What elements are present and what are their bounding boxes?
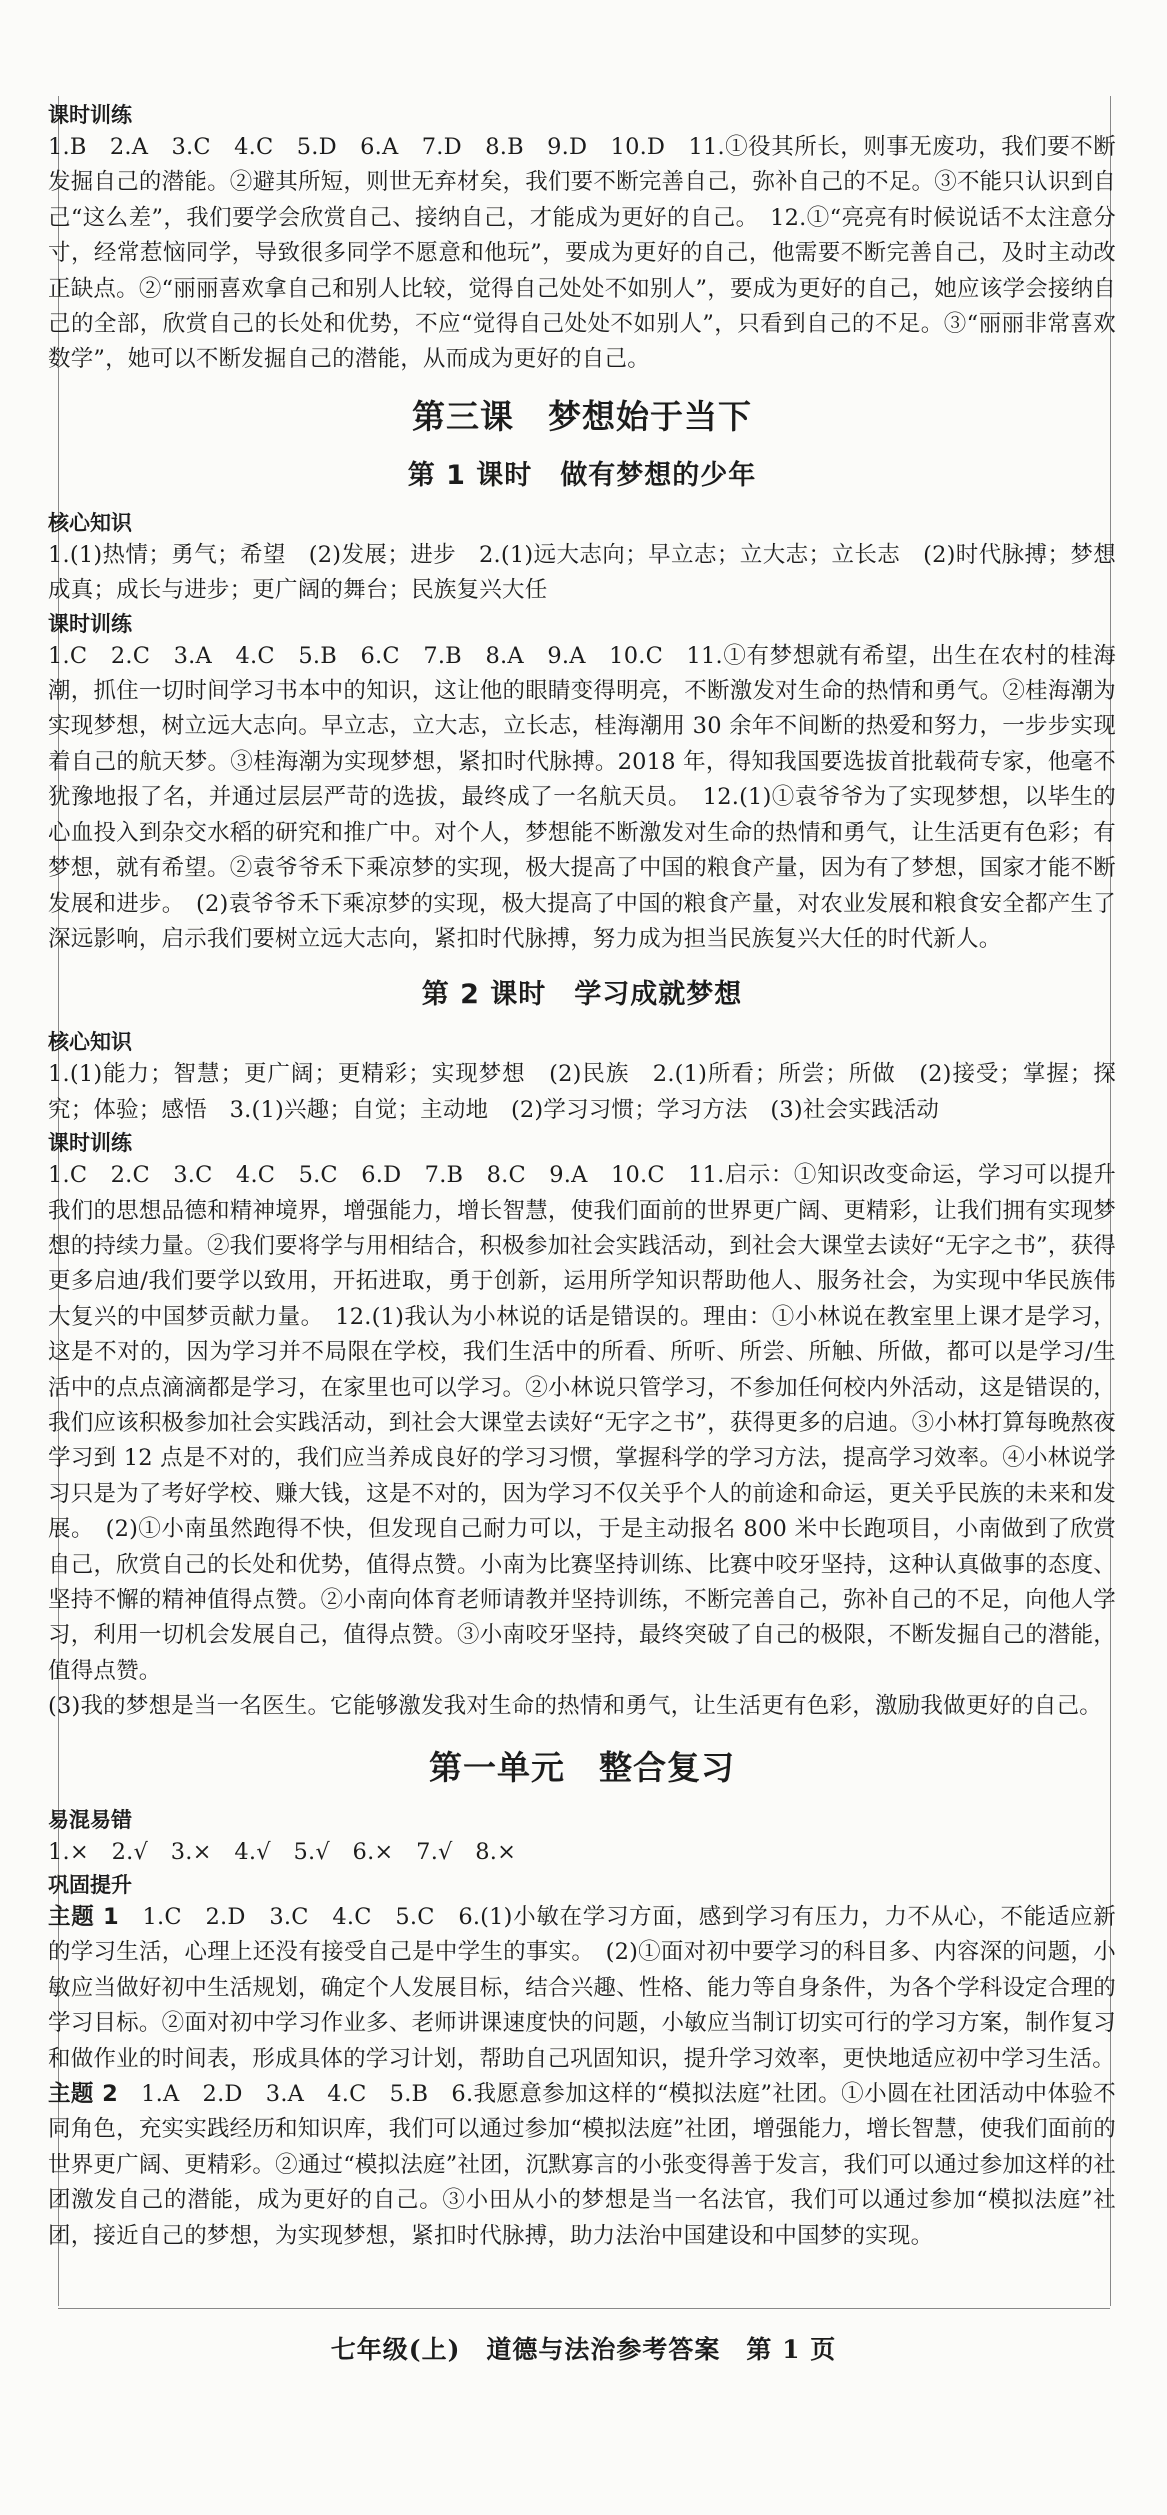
period2-training-text-2: (3)我的梦想是当一名医生。它能够激发我对生命的热情和勇气，让生活更有色彩，激励我做更好的自己。 [48, 1693, 1102, 1720]
period1-training-text: 1.C 2.C 3.A 4.C 5.B 6.C 7.B 8.A 9.A 10.C 11.①有梦想就有希望，出生在农村的桂海潮，抓住一切时间学习书本中的知识，这让他的眼睛变得明亮，不断激发对生命的热情和勇气。②桂海潮为实现梦想，树立远大志向。早立志，立大志，立长志，桂海潮用 30 余年不间断的热爱和努力，一步步实现着自己的航天梦。③桂海潮为实现梦想，紧扣时代脉搏。2018 年，得知我国要选拔首批载荷专家，他毫不犹豫地报了名，并通过层层严苛的选拔，最终成了一名航天员。 12.(1)①袁爷爷为了实现梦想，以毕生的心血投入到杂交水稻的研究和推广中。对个人，梦想能不断激发对生命的热情和勇气，让生活更有色彩；有梦想，就有希望。②袁爷爷禾下乘凉梦的实现，极大提高了中国的粮食产量，因为有了梦想，国家才能不断发展和进步。 (2)袁爷爷禾下乘凉梦的实现，极大提高了中国的粮食产量，对农业发展和粮食安全都产生了深远影响，启示我们要树立远大志向，紧扣时代脉搏，努力成为担当民族复兴大任的时代新人。 [48, 642, 1116, 952]
theme1-text: 1.C 2.D 3.C 4.C 5.C 6.(1)小敏在学习方面，感到学习有压力，力不从心，不能适应新的学习生活，心理上还没有接受自己是中学生的事实。 (2)①面对初中要学习的科目多、内容深的问题，小敏应当做好初中生活规划，确定个人发展目标，结合兴趣、性格、能力等自身条件，为各个学科设定合理的学习目标。②面对初中学习作业多、老师讲课速度快的问题，小敏应当制订切实可行的学习方案，制作复习和做作业的时间表，形成具体的学习计划，帮助自己巩固知识，提升学习效率，更快地适应初中学习生活。 [48, 1904, 1116, 2072]
page-content [48, 96, 1116, 2254]
period1-training-heading: 课时训练 [48, 611, 132, 636]
theme2-label: 主题 2 [48, 2081, 118, 2108]
period1-core-text: 1.(1)热情；勇气；希望 (2)发展；进步 2.(1)远大志向；早立志；立大志；立长志 (2)时代脉搏；梦想成真；成长与进步；更广阔的舞台；民族复兴大任 [48, 541, 1116, 604]
unit1-title: 第一单元 整合复习 [429, 1747, 735, 1787]
page-footer: 七年级(上) 道德与法治参考答案 第 1 页 [330, 2335, 837, 2364]
period2-core-text: 1.(1)能力；智慧；更广阔；更精彩；实现梦想 (2)民族 2.(1)所看；所尝；所做 (2)接受；掌握；探究；体验；感悟 3.(1)兴趣；自觉；主动地 (2)学习习惯；学习方法 (3)社会实践活动 [48, 1061, 1116, 1123]
unit1-confuse-text: 1.× 2.√ 3.× 4.√ 5.√ 6.× 7.√ 8.× [48, 1838, 517, 1865]
intro-heading: 课时训练 [48, 103, 132, 127]
period1-core-heading: 核心知识 [48, 510, 132, 535]
unit1-consolidate-heading: 巩固提升 [48, 1873, 132, 1898]
lesson3-title: 第三课 梦想始于当下 [412, 396, 752, 436]
intro-text: 1.B 2.A 3.C 4.C 5.D 6.A 7.D 8.B 9.D 10.D 11.①役其所长，则事无废功，我们要不断发掘自己的潜能。②避其所短，则世无弃材矣，我们要不断完善自己，弥补自己的不足。③不能只认识到自己“这么差”，我们要学会欣赏自己、接纳自己，才能成为更好的自己。 12.①“亮亮有时候说话不太注意分寸，经常惹恼同学，导致很多同学不愿意和他玩”，要成为更好的自己，他需要不断完善自己，及时主动改正缺点。②“丽丽喜欢拿自己和别人比较，觉得自己处处不如别人”，要成为更好的自己，她应该学会接纳自己的全部，欣赏自己的长处和优势，不应“觉得自己处处不如别人”，只看到自己的不足。③“丽丽非常喜欢数学”，她可以不断发掘自己的潜能，从而成为更好的自己。 [48, 134, 1116, 373]
unit1-theme2 [48, 2077, 1116, 2254]
period2-training-text: 1.C 2.C 3.C 4.C 5.C 6.D 7.B 8.C 9.A 10.C 11.启示：①知识改变命运，学习可以提升我们的思想品德和精神境界，增强能力，增长智慧，使我们面前的世界更广阔、更精彩，让我们拥有实现梦想的持续力量。②我们要将学与用相结合，积极参加社会实践活动，到社会大课堂去读好“无字之书”，获得更多启迪/我们要学以致用，开拓进取，勇于创新，运用所学知识帮助他人、服务社会，为实现中华民族伟大复兴的中国梦贡献力量。 12.(1)我认为小林说的话是错误的。理由：①小林说在教室里上课才是学习，这是不对的，因为学习并不局限在学校，我们生活中的所看、所听、所尝、所触、所做，都可以是学习/生活中的点点滴滴都是学习，在家里也可以学习。②小林说只管学习，不参加任何校内外活动，这是错误的，我们应该积极参加社会实践活动，到社会大课堂去读好“无字之书”，获得更多的启迪。③小林打算每晚熬夜学习到 12 点是不对的，我们应当养成良好的学习习惯，掌握科学的学习方法，提高学习效率。④小林说学习只是为了考好学校、赚大钱，这是不对的，因为学习不仅关乎个人的前途和命运，更关乎民族的未来和发展。 (2)①小南虽然跑得不快，但发现自己耐力可以，于是主动报名 800 米中长跑项目，小南做到了欣赏自己，欣赏自己的长处和优势，值得点赞。小南为比赛坚持训练、比赛中咬牙坚持，这种认真做事的态度、坚持不懈的精神值得点赞。②小南向体育老师请教并坚持训练，不断完善自己，弥补自己的不足，向他人学习，利用一切机会发展自己，值得点赞。③小南咬牙坚持，最终突破了自己的极限，不断发掘自己的潜能，值得点赞。 [48, 1162, 1116, 1684]
footer-divider [58, 2308, 1110, 2309]
answer-page [48, 96, 1116, 2306]
period1-title: 第 1 课时 做有梦想的少年 [407, 459, 757, 491]
period2-core-heading: 核心知识 [48, 1030, 132, 1055]
theme2-text: 1.A 2.D 3.A 4.C 5.B 6.我愿意参加这样的“模拟法庭”社团。①小圆在社团活动中体验不同角色，充实实践经历和知识库，我们可以通过参加“模拟法庭”社团，增强能力，增长智慧，使我们面前的世界更广阔、更精彩。②通过“模拟法庭”社团，沉默寡言的小张变得善于发言，我们可以通过参加这样的社团激发自己的潜能，成为更好的自己。③小田从小的梦想是当一名法官，我们可以通过参加“模拟法庭”社团，接近自己的梦想，为实现梦想，紧扣时代脉搏，助力法治中国建设和中国梦的实现。 [48, 2081, 1116, 2249]
period2-title: 第 2 课时 学习成就梦想 [421, 979, 743, 1011]
period2-training-heading: 课时训练 [48, 1131, 132, 1156]
theme1-label: 主题 1 [48, 1904, 119, 1931]
unit1-confuse-heading: 易混易错 [48, 1807, 132, 1832]
unit1-theme1 [48, 1900, 1116, 2077]
